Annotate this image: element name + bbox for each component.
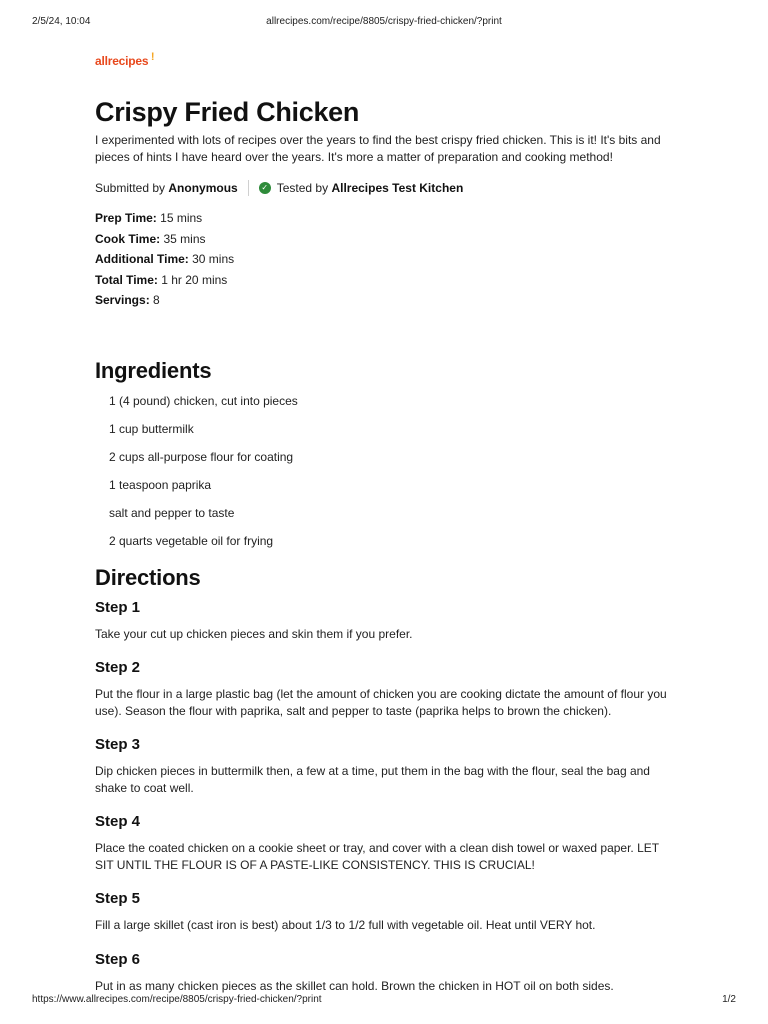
- allrecipes-logo[interactable]: [95, 51, 155, 74]
- tested-label: Tested by: [276, 181, 329, 195]
- print-header: [0, 16, 768, 32]
- step-text: Dip chicken pieces in buttermilk then, a few at a time, put them in the bag with the flour, seal the bag and shake to coat well.: [95, 764, 650, 795]
- step-title: Step 3: [95, 736, 141, 754]
- directions-heading: Directions: [95, 564, 201, 590]
- step-title: Step 1: [95, 598, 141, 616]
- ingredient-item: 2 cups all-purpose flour for coating: [109, 449, 294, 464]
- ingredient-item: 2 quarts vegetable oil for frying: [109, 534, 274, 549]
- logo-mark: !: [150, 51, 155, 63]
- step-text: Take your cut up chicken pieces and skin them if you prefer.: [95, 626, 413, 641]
- byline: [95, 180, 695, 196]
- meta-cook-time: [95, 229, 695, 250]
- direction-step: [95, 889, 695, 934]
- direction-step: [95, 812, 695, 873]
- page-number: 1/2: [722, 994, 736, 1005]
- step-title: Step 2: [95, 659, 141, 677]
- direction-step: [95, 950, 695, 995]
- meta-additional-time: [95, 249, 695, 270]
- directions-list: [95, 598, 695, 995]
- ingredients-list: [95, 393, 695, 562]
- print-footer-url: https://www.allrecipes.com/recipe/8805/crispy-fried-chicken/?print: [32, 994, 322, 1005]
- ingredient-item: 1 cup buttermilk: [109, 421, 194, 436]
- print-header-url: allrecipes.com/recipe/8805/crispy-fried-chicken/?print: [266, 16, 502, 27]
- meta-value: 8: [153, 293, 160, 307]
- byline-divider: [248, 180, 249, 196]
- meta-label: Servings:: [95, 293, 150, 307]
- meta-servings: [95, 290, 695, 311]
- submitted-label: Submitted by: [95, 181, 166, 195]
- step-title: Step 6: [95, 950, 141, 968]
- step-text: Fill a large skillet (cast iron is best) about 1/3 to 1/2 full with vegetable oil. Heat until VERY hot.: [95, 918, 596, 933]
- direction-step: [95, 735, 695, 796]
- meta-prep-time: [95, 208, 695, 229]
- step-text: Put the flour in a large plastic bag (let the amount of chicken you are cooking dictate the amount of flour you use). Season the flour with paprika, salt and pepper to taste (paprika helps to brown the chicken).: [95, 687, 667, 718]
- ingredient-item: 1 teaspoon paprika: [109, 478, 212, 493]
- step-title: Step 4: [95, 813, 141, 831]
- recipe-title: Crispy Fried Chicken: [95, 97, 360, 127]
- check-circle-icon: ✓: [259, 182, 271, 194]
- tested-by[interactable]: Allrecipes Test Kitchen: [331, 181, 464, 195]
- submitted-by[interactable]: Anonymous: [168, 181, 238, 195]
- meta-value: 35 mins: [163, 231, 206, 246]
- direction-step: [95, 658, 695, 719]
- print-footer: [0, 994, 768, 1010]
- ingredients-heading: Ingredients: [95, 357, 212, 383]
- meta-label: Cook Time:: [95, 231, 161, 246]
- meta-label: Total Time:: [95, 272, 158, 287]
- meta-value: 15 mins: [160, 211, 203, 225]
- direction-step: [95, 598, 695, 643]
- step-text: Place the coated chicken on a cookie sheet or tray, and cover with a clean dish towel or waxed paper. LET SIT UNTIL THE FLOUR IS OF A PASTE-LIKE CONSISTENCY. THIS IS CRUCIAL!: [95, 841, 659, 872]
- meta-value: 1 hr 20 mins: [161, 272, 228, 287]
- meta-total-time: [95, 270, 695, 291]
- ingredient-item: salt and pepper to taste: [109, 506, 235, 521]
- step-text: Put in as many chicken pieces as the skillet can hold. Brown the chicken in HOT oil on both sides.: [95, 978, 614, 993]
- meta-value: 30 mins: [192, 252, 235, 266]
- recipe-description: I experimented with lots of recipes over the years to find the best crispy fried chicken. This is it! It's bits and pieces of hints I have heard over the years. It's more a matter of preparation and cooking method!: [95, 133, 661, 164]
- meta-label: Additional Time:: [95, 252, 189, 266]
- step-title: Step 5: [95, 890, 141, 908]
- logo-text: allrecipes: [95, 54, 149, 68]
- recipe-meta: [95, 208, 695, 311]
- ingredient-item: 1 (4 pound) chicken, cut into pieces: [109, 393, 298, 408]
- meta-label: Prep Time:: [95, 211, 157, 225]
- recipe-content: [95, 52, 695, 1010]
- print-datetime: 2/5/24, 10:04: [32, 16, 91, 27]
